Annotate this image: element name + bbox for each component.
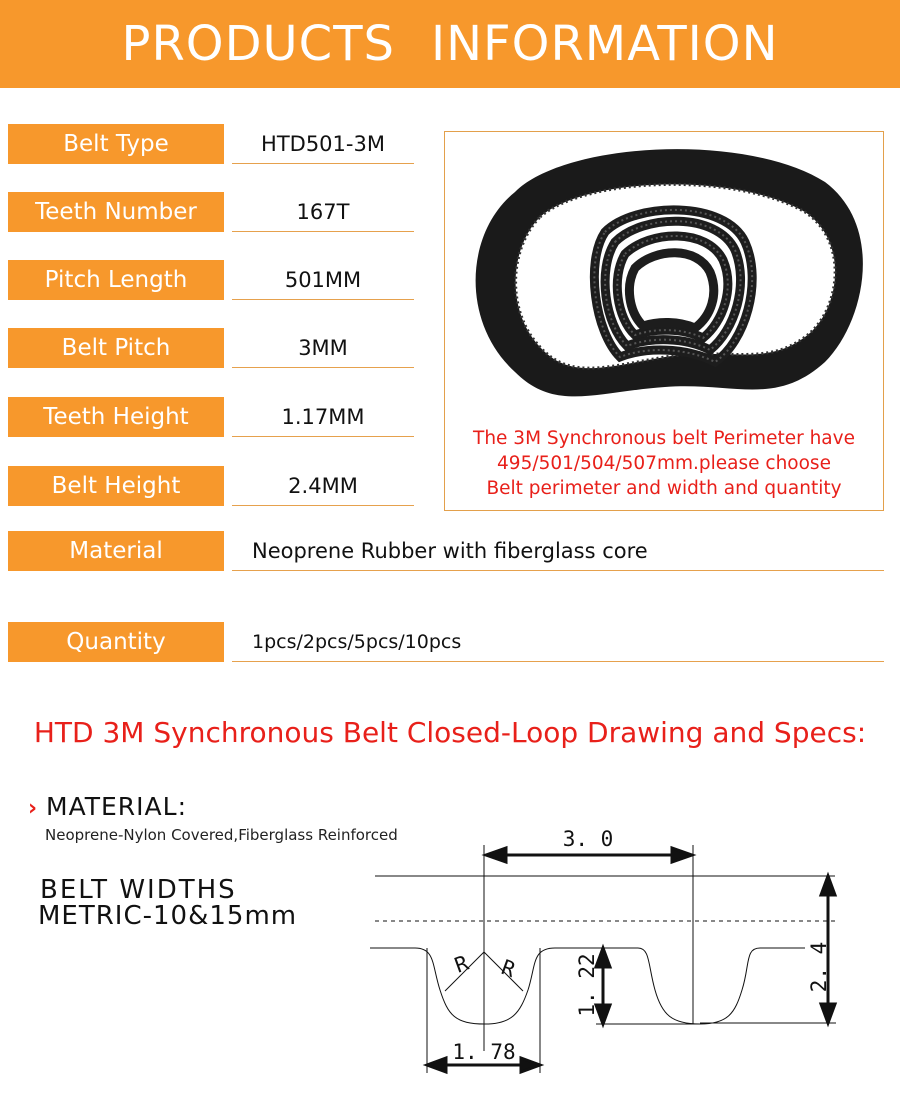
tooth-height-dimension-label: 1. 22 <box>575 953 599 1017</box>
banner-title-word-2: INFORMATION <box>430 16 779 72</box>
spec-value: 1.17MM <box>232 397 414 437</box>
drawing-section-title: HTD 3M Synchronous Belt Closed-Loop Drawing and Specs: <box>33 716 867 749</box>
radius-label-left: R <box>451 950 472 978</box>
spec-value: HTD501-3M <box>232 124 414 164</box>
belt-widths-block <box>38 877 297 929</box>
spec-label: Belt Height <box>8 466 224 506</box>
timing-belt-illustration <box>445 132 885 422</box>
caption-line-2: 495/501/504/507mm.please choose <box>497 453 831 474</box>
tooth-width-dimension-label: 1. 78 <box>452 1040 516 1064</box>
product-image-caption <box>445 426 883 501</box>
belt-widths-value: METRIC-10&15mm <box>38 901 298 931</box>
tooth-profile-drawing <box>360 815 880 1085</box>
pitch-dimension-label: 3. 0 <box>562 827 614 851</box>
spec-value: 501MM <box>232 260 414 300</box>
spec-label: Teeth Height <box>8 397 224 437</box>
spec-label: Belt Type <box>8 124 224 164</box>
spec-label: Quantity <box>8 622 224 662</box>
spec-value: Neoprene Rubber with fiberglass core <box>232 531 884 571</box>
spec-value: 1pcs/2pcs/5pcs/10pcs <box>232 622 884 662</box>
spec-label: Belt Pitch <box>8 328 224 368</box>
caption-line-1: The 3M Synchronous belt Perimeter have <box>473 428 855 449</box>
spec-label: Teeth Number <box>8 192 224 232</box>
banner-title-word-1: PRODUCTS <box>121 16 395 72</box>
caption-line-3: Belt perimeter and width and quantity <box>486 478 842 499</box>
spec-label: Material <box>8 531 224 571</box>
page-banner <box>0 0 900 88</box>
material-heading: MATERIAL: <box>46 792 187 821</box>
radius-label-right: R <box>498 955 519 983</box>
chevron-right-icon: › <box>28 796 38 821</box>
height-dimension-label: 2. 4 <box>807 941 831 993</box>
material-description: Neoprene-Nylon Covered,Fiberglass Reinforced <box>45 826 398 844</box>
belt-widths-heading: BELT WIDTHS <box>40 875 237 905</box>
spec-value: 3MM <box>232 328 414 368</box>
spec-value: 167T <box>232 192 414 232</box>
spec-value: 2.4MM <box>232 466 414 506</box>
spec-label: Pitch Length <box>8 260 224 300</box>
product-image-panel <box>444 131 884 511</box>
